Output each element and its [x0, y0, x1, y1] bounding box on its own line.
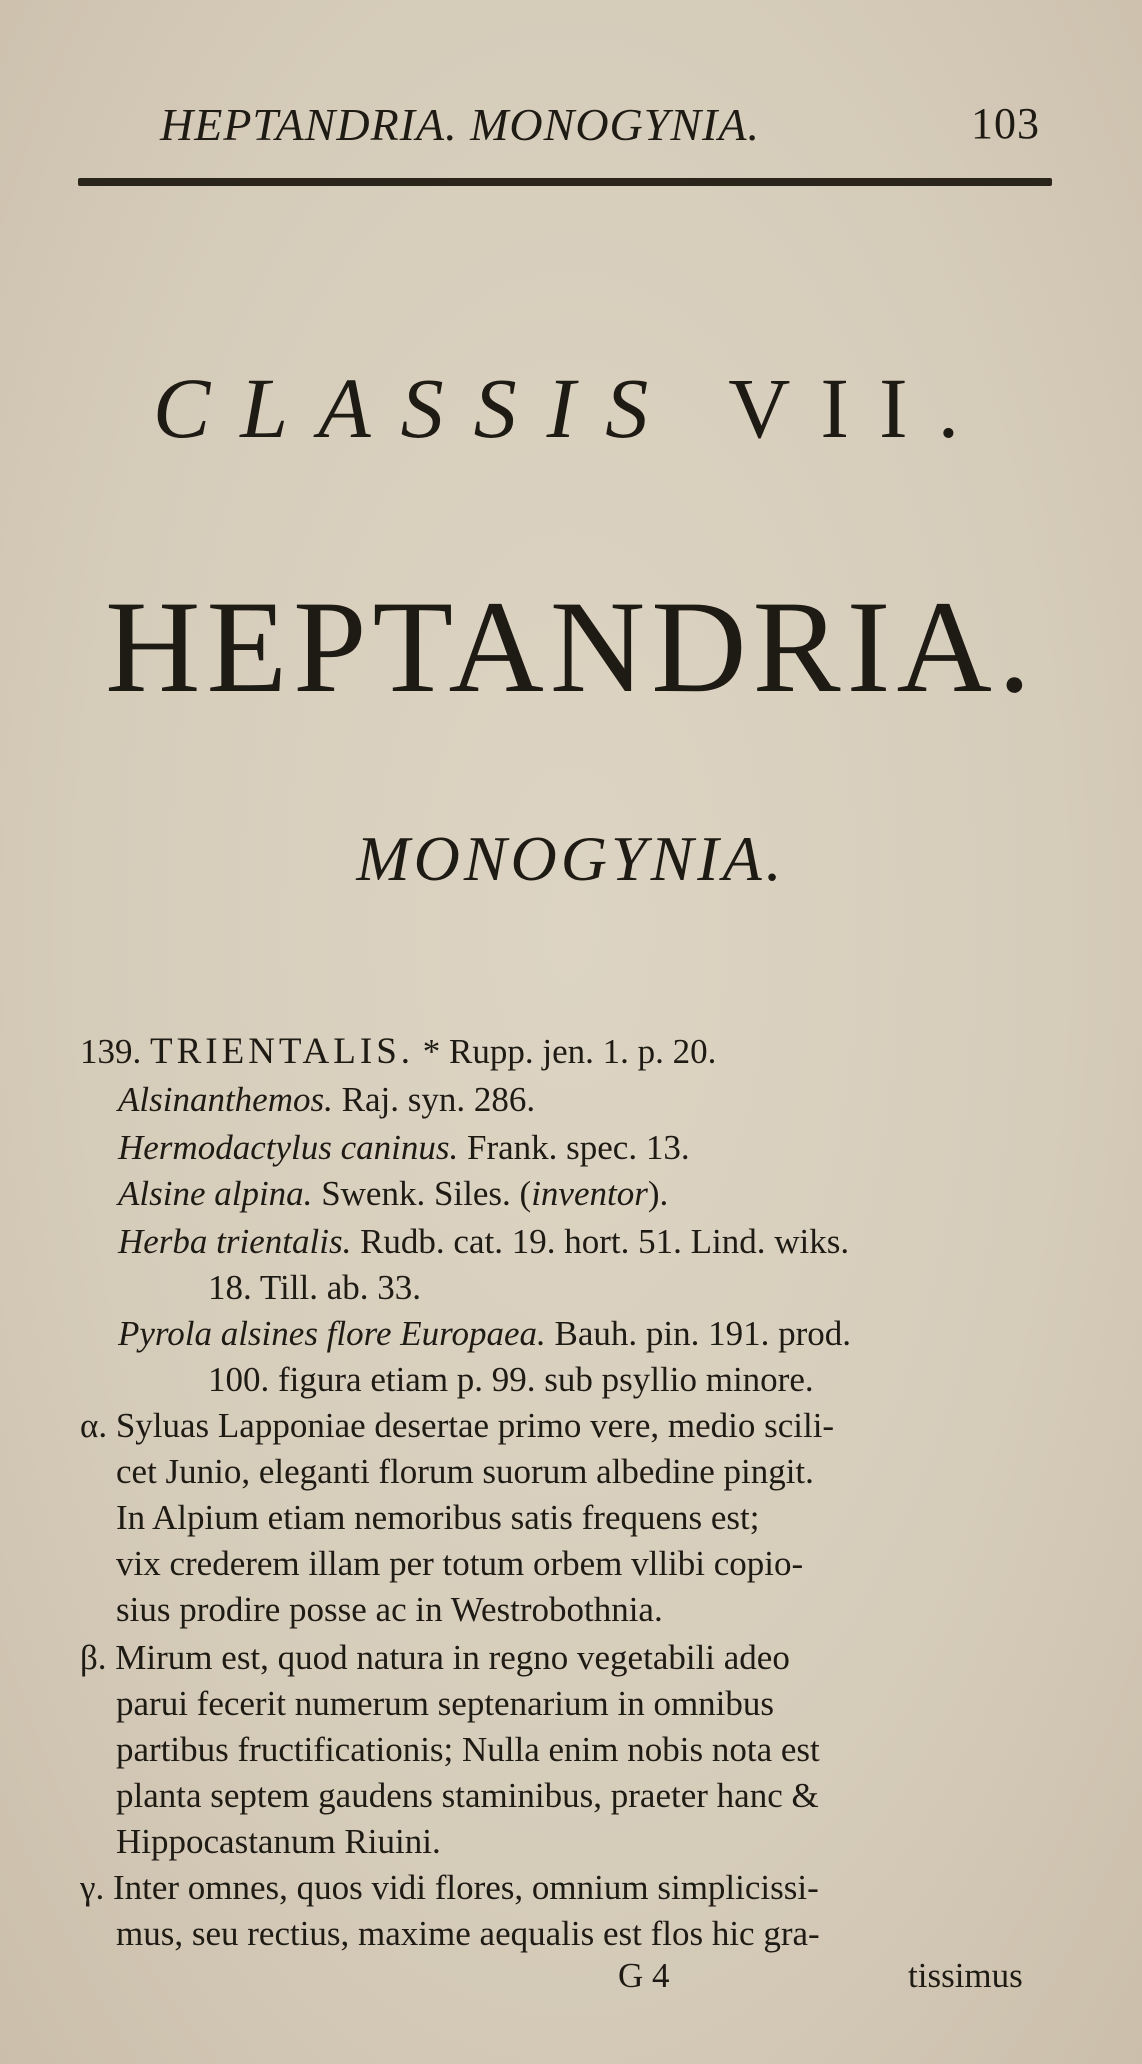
note-alpha-line: sius prodire posse ac in Westrobothnia. — [116, 1590, 663, 1629]
synonym-line — [118, 1312, 851, 1356]
synonym-name: Pyrola alsines flore Europaea. — [118, 1314, 546, 1353]
synonym-ref: Swenk. Siles. ( — [321, 1174, 532, 1213]
note-alpha-line: In Alpium etiam nemoribus satis frequens est; — [116, 1498, 760, 1537]
synonym-line — [118, 1220, 849, 1264]
running-head-title: HEPTANDRIA. MONOGYNIA. — [160, 99, 760, 150]
entry-number: 139. — [80, 1032, 142, 1071]
synonym-line — [118, 1078, 535, 1122]
page-number: 103 — [971, 99, 1040, 148]
catchword: tissimus — [908, 1956, 1023, 1995]
order-title: MONOGYNIA. — [356, 823, 786, 894]
running-head — [160, 98, 1040, 158]
genus-name: TRIENTALIS. — [150, 1031, 415, 1072]
note-beta-line: partibus fructificationis; Nulla enim nobis nota est — [116, 1730, 820, 1769]
note-beta-line: planta septem gaudens staminibus, praeter hanc & — [116, 1776, 819, 1815]
synonym-ref: Rudb. cat. 19. hort. 51. Lind. wiks. — [360, 1222, 850, 1261]
header-rule — [78, 178, 1052, 186]
synonym-ref: Frank. spec. 13. — [466, 1128, 690, 1167]
classis-word: CLASSIS — [152, 360, 679, 456]
note-alpha-line: α. Syluas Lapponiae desertae primo vere, medio scili- — [80, 1406, 835, 1445]
genus-reference: * Rupp. jen. 1. p. 20. — [422, 1032, 717, 1071]
note-alpha-line: vix crederem illam per totum orbem vllibi copio- — [116, 1544, 804, 1583]
synonym-line — [118, 1126, 690, 1170]
classis-numeral: VII. — [728, 360, 990, 456]
synonym-ref: Bauh. pin. 191. prod. — [554, 1314, 851, 1353]
class-title: HEPTANDRIA. — [105, 573, 1037, 720]
synonym-continuation: 18. Till. ab. 33. — [208, 1268, 421, 1307]
synonym-name: Alsine alpina. — [118, 1174, 313, 1213]
note-gamma-line: γ. Inter omnes, quos vidi flores, omnium simplicissi- — [80, 1868, 819, 1907]
synonym-line — [118, 1172, 668, 1216]
note-beta-line: β. Mirum est, quod natura in regno vegetabili adeo — [80, 1638, 790, 1677]
classis-heading — [0, 358, 1142, 458]
synonym-ref: Raj. syn. 286. — [341, 1080, 536, 1119]
note-beta-line: parui fecerit numerum septenarium in omnibus — [116, 1684, 775, 1723]
note-beta-line: Hippocastanum Riuini. — [116, 1822, 441, 1861]
synonym-name: Alsinanthemos. — [118, 1080, 333, 1119]
signature-mark: G 4 — [618, 1956, 670, 1995]
synonym-continuation: 100. figura etiam p. 99. sub psyllio minore. — [208, 1360, 814, 1399]
note-gamma-line: mus, seu rectius, maxime aequalis est flos hic gra- — [116, 1914, 820, 1953]
synonym-ref-italic: inventor — [531, 1174, 648, 1213]
synonym-name: Hermodactylus caninus. — [118, 1128, 459, 1167]
entry-line-1 — [80, 1030, 716, 1074]
synonym-name: Herba trientalis. — [118, 1222, 352, 1261]
synonym-ref-end: ). — [647, 1174, 669, 1213]
note-alpha-line: cet Junio, eleganti florum suorum albedine pingit. — [116, 1452, 814, 1491]
